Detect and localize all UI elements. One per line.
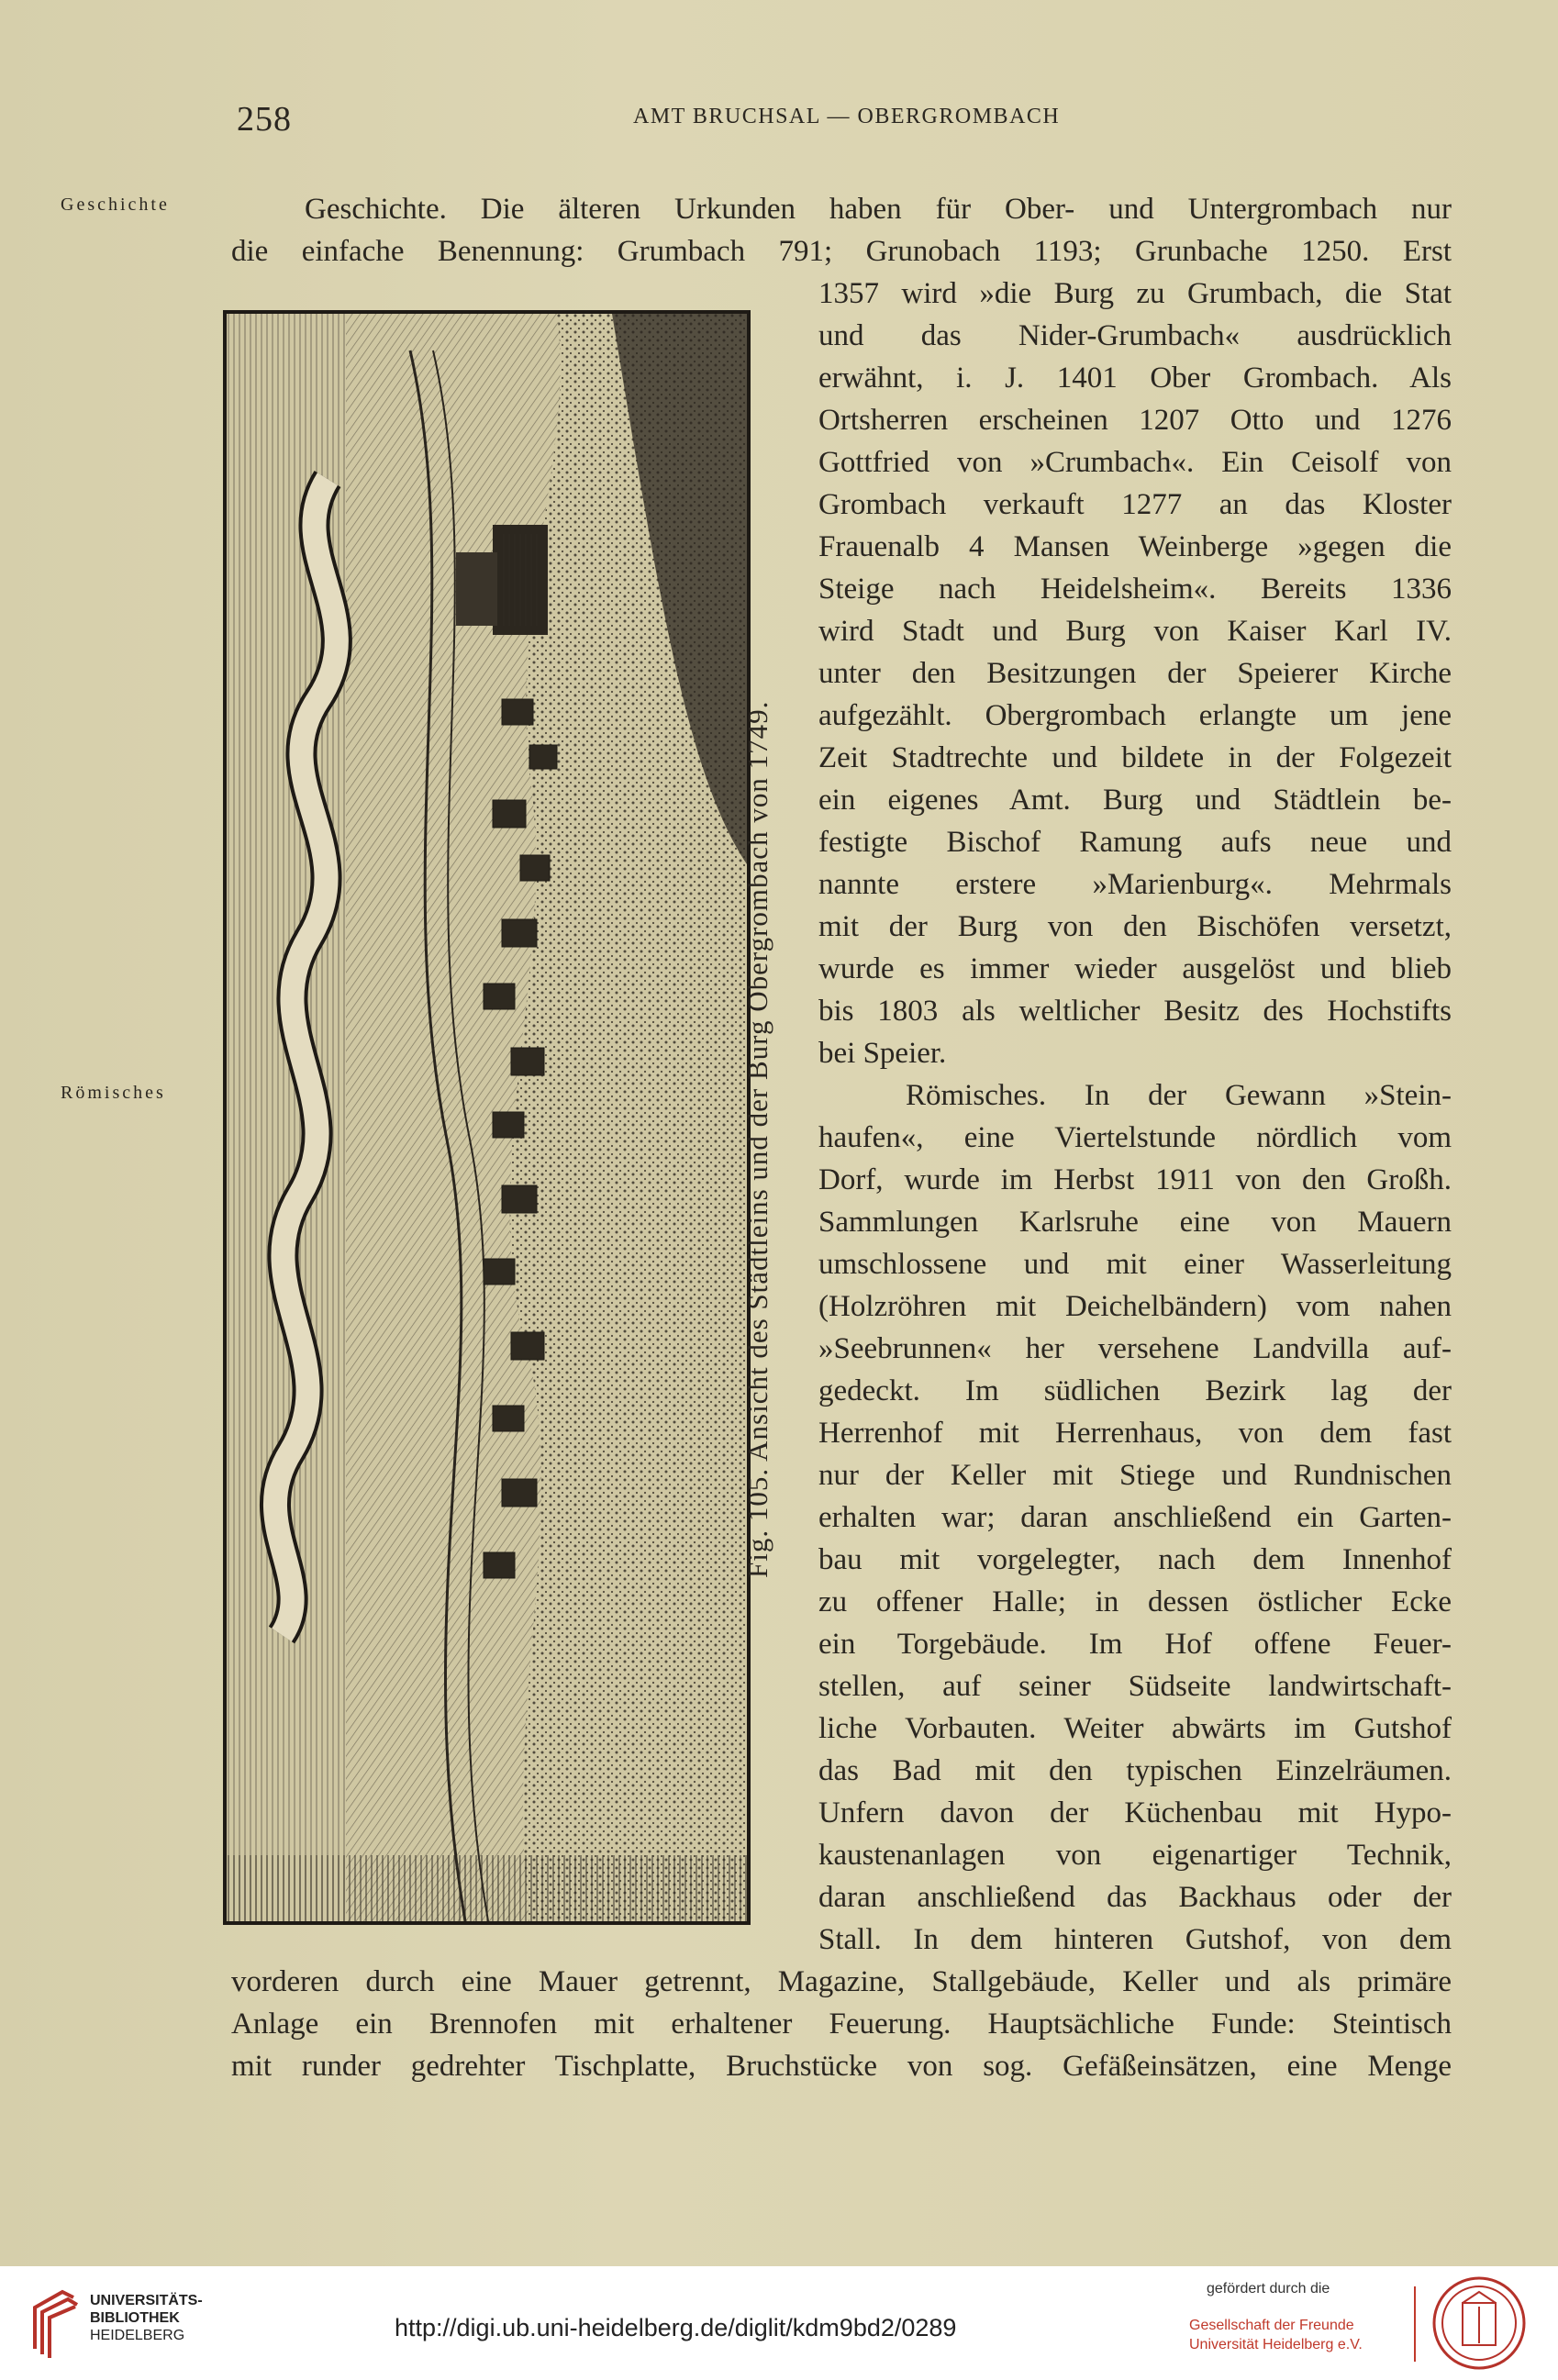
sponsor-name-line2: Universität Heidelberg e.V. <box>1189 2337 1363 2352</box>
footer-divider <box>1414 2286 1416 2362</box>
margin-note-geschichte: Geschichte <box>61 195 170 215</box>
text-line: Anlage ein Brennofen mit erhaltener Feuerung. Hauptsächliche Funde: Steintisch <box>231 2007 1452 2041</box>
text-line: erhalten war; daran anschließend ein Garten- <box>818 1501 1452 1534</box>
text-line: nannte erstere »Marienburg«. Mehrmals <box>818 868 1452 901</box>
university-library-logo-icon <box>26 2285 83 2362</box>
text-line: Unfern davon der Küchenbau mit Hypo- <box>818 1796 1452 1829</box>
university-seal-icon <box>1431 2275 1527 2371</box>
text-line: liche Vorbauten. Weiter abwärts im Gutshof <box>818 1712 1452 1745</box>
text-line: festigte Bischof Ramung aufs neue und <box>818 826 1452 859</box>
text-line: wurde es immer wieder ausgelöst und blieb <box>818 952 1452 985</box>
library-name-line2: BIBLIOTHEK <box>90 2310 180 2326</box>
text-line: stellen, auf seiner Südseite landwirtschaft- <box>818 1670 1452 1703</box>
text-line: nur der Keller mit Stiege und Rundnischen <box>818 1459 1452 1492</box>
text-line: Geschichte. Die älteren Urkunden haben für Ober- und Untergrombach nur <box>305 193 1452 226</box>
engraving-illustration <box>227 314 747 1921</box>
text-line: umschlossene und mit einer Wasserleitung <box>818 1248 1452 1281</box>
sponsor-name <box>1189 2316 1363 2354</box>
text-line: Stall. In dem hinteren Gutshof, von dem <box>818 1923 1452 1956</box>
text-line: zu offener Halle; in dessen östlicher Ecke <box>818 1585 1452 1618</box>
permalink-url[interactable]: http://digi.ub.uni-heidelberg.de/diglit/kdm9bd2/0289 <box>395 2314 957 2341</box>
text-line: mit der Burg von den Bischöfen versetzt, <box>818 910 1452 943</box>
text-line: Gottfried von »Crumbach«. Ein Ceisolf von <box>818 446 1452 479</box>
text-line: 1357 wird »die Burg zu Grumbach, die Stat <box>818 277 1452 310</box>
figure-engraving <box>223 310 751 1925</box>
text-line: (Holzröhren mit Deichelbändern) vom nahen <box>818 1290 1452 1323</box>
running-title: AMT BRUCHSAL — OBERGROMBACH <box>633 105 1061 128</box>
page-number: 258 <box>237 100 292 139</box>
text-line: wird Stadt und Burg von Kaiser Karl IV. <box>818 615 1452 648</box>
text-line: daran anschließend das Backhaus oder der <box>818 1881 1452 1914</box>
sponsor-label: gefördert durch die <box>1207 2281 1330 2297</box>
text-line: bei Speier. <box>818 1037 947 1070</box>
text-line: Ortsherren erscheinen 1207 Otto und 1276 <box>818 404 1452 437</box>
library-name-line1: UNIVERSITÄTS- <box>90 2293 203 2308</box>
text-line: bau mit vorgelegter, nach dem Innenhof <box>818 1543 1452 1576</box>
library-name <box>90 2292 203 2344</box>
library-name-line3: HEIDELBERG <box>90 2328 185 2343</box>
text-line: gedeckt. Im südlichen Bezirk lag der <box>818 1374 1452 1407</box>
text-line: Römisches. In der Gewann »Stein- <box>906 1079 1452 1112</box>
text-line: aufgezählt. Obergrombach erlangte um jene <box>818 699 1452 732</box>
text-line: kaustenanlagen von eigenartiger Technik, <box>818 1839 1452 1872</box>
text-line: ein eigenes Amt. Burg und Städtlein be- <box>818 784 1452 817</box>
text-line: das Bad mit den typischen Einzelräumen. <box>818 1754 1452 1787</box>
text-line: Sammlungen Karlsruhe eine von Mauern <box>818 1206 1452 1239</box>
margin-note-roemisches: Römisches <box>61 1083 166 1103</box>
text-line: haufen«, eine Viertelstunde nördlich vom <box>818 1121 1452 1154</box>
text-line: erwähnt, i. J. 1401 Ober Grombach. Als <box>818 361 1452 395</box>
text-line: vorderen durch eine Mauer getrennt, Magazine, Stallgebäude, Keller und als primäre <box>231 1965 1452 1998</box>
figure-caption: Fig. 105. Ansicht des Städtleins und der Burg Obergrombach von 1749. <box>741 700 773 1578</box>
text-line: Grombach verkauft 1277 an das Kloster <box>818 488 1452 521</box>
text-line: unter den Besitzungen der Speierer Kirche <box>818 657 1452 690</box>
text-line: Frauenalb 4 Mansen Weinberge »gegen die <box>818 530 1452 563</box>
text-line: mit runder gedrehter Tischplatte, Bruchstücke von sog. Gefäßeinsätzen, eine Menge <box>231 2050 1452 2083</box>
text-line: und das Nider-Grumbach« ausdrücklich <box>818 319 1452 352</box>
text-line: Steige nach Heidelsheim«. Bereits 1336 <box>818 573 1452 606</box>
sponsor-name-line1: Gesellschaft der Freunde <box>1189 2318 1354 2333</box>
text-line: bis 1803 als weltlicher Besitz des Hochstifts <box>818 995 1452 1028</box>
library-footer <box>0 2266 1558 2380</box>
text-line: ein Torgebäude. Im Hof offene Feuer- <box>818 1628 1452 1661</box>
text-line: Dorf, wurde im Herbst 1911 von den Großh. <box>818 1163 1452 1196</box>
text-line: Herrenhof mit Herrenhaus, von dem fast <box>818 1417 1452 1450</box>
text-line: Zeit Stadtrechte und bildete in der Folgezeit <box>818 741 1452 774</box>
text-line: die einfache Benennung: Grumbach 791; Grunobach 1193; Grunbache 1250. Erst <box>231 235 1452 268</box>
text-line: »Seebrunnen« her versehene Landvilla auf- <box>818 1332 1452 1365</box>
